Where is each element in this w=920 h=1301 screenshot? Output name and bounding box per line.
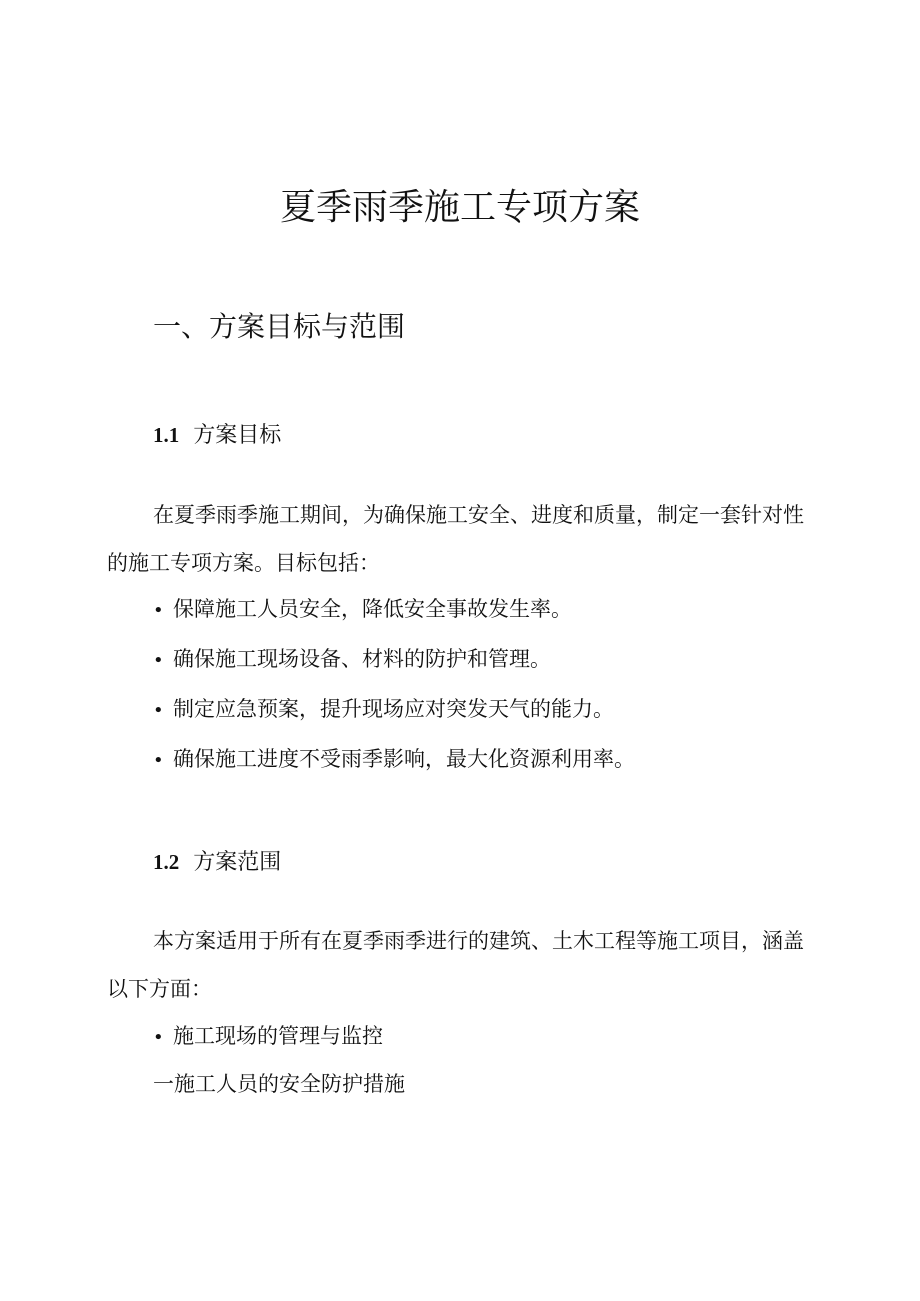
goal-bullet-list: [153, 585, 635, 785]
list-item-text: 制定应急预案，提升现场应对突发天气的能力。: [173, 697, 614, 721]
section-heading-1: 一、方案目标与范围: [153, 310, 406, 343]
bullet-icon: •: [153, 600, 164, 621]
subsection-heading-1-1: [153, 418, 281, 453]
bullet-icon: •: [153, 700, 164, 721]
subsection-number: 1.1: [153, 423, 180, 447]
goal-paragraph: 在夏季雨季施工期间，为确保施工安全、进度和质量，制定一套针对性的施工专项方案。目标包括：: [107, 503, 804, 575]
list-item-text: 确保施工进度不受雨季影响，最大化资源利用率。: [173, 747, 635, 771]
subsection-title: 方案范围: [193, 850, 282, 875]
scope-paragraph: 本方案适用于所有在夏季雨季进行的建筑、土木工程等施工项目，涵盖以下方面：: [107, 929, 804, 1001]
scope-dash-item: 一施工人员的安全防护措施: [153, 1072, 405, 1096]
list-item: [153, 1012, 383, 1062]
bullet-icon: •: [153, 750, 164, 771]
list-item: [153, 635, 635, 685]
bullet-icon: •: [153, 1027, 164, 1048]
list-item-text: 确保施工现场设备、材料的防护和管理。: [173, 647, 551, 671]
subsection-number: 1.2: [153, 850, 180, 874]
list-item-text: 施工现场的管理与监控: [173, 1024, 383, 1048]
document-title: 夏季雨季施工专项方案: [279, 187, 640, 228]
list-item: [153, 585, 635, 635]
list-item: [153, 685, 635, 735]
list-item-text: 保障施工人员安全，降低安全事故发生率。: [173, 597, 572, 621]
bullet-icon: •: [153, 650, 164, 671]
scope-bullet-list: [153, 1012, 383, 1062]
subsection-heading-1-2: [153, 845, 281, 880]
list-item: [153, 735, 635, 785]
subsection-title: 方案目标: [193, 423, 282, 448]
